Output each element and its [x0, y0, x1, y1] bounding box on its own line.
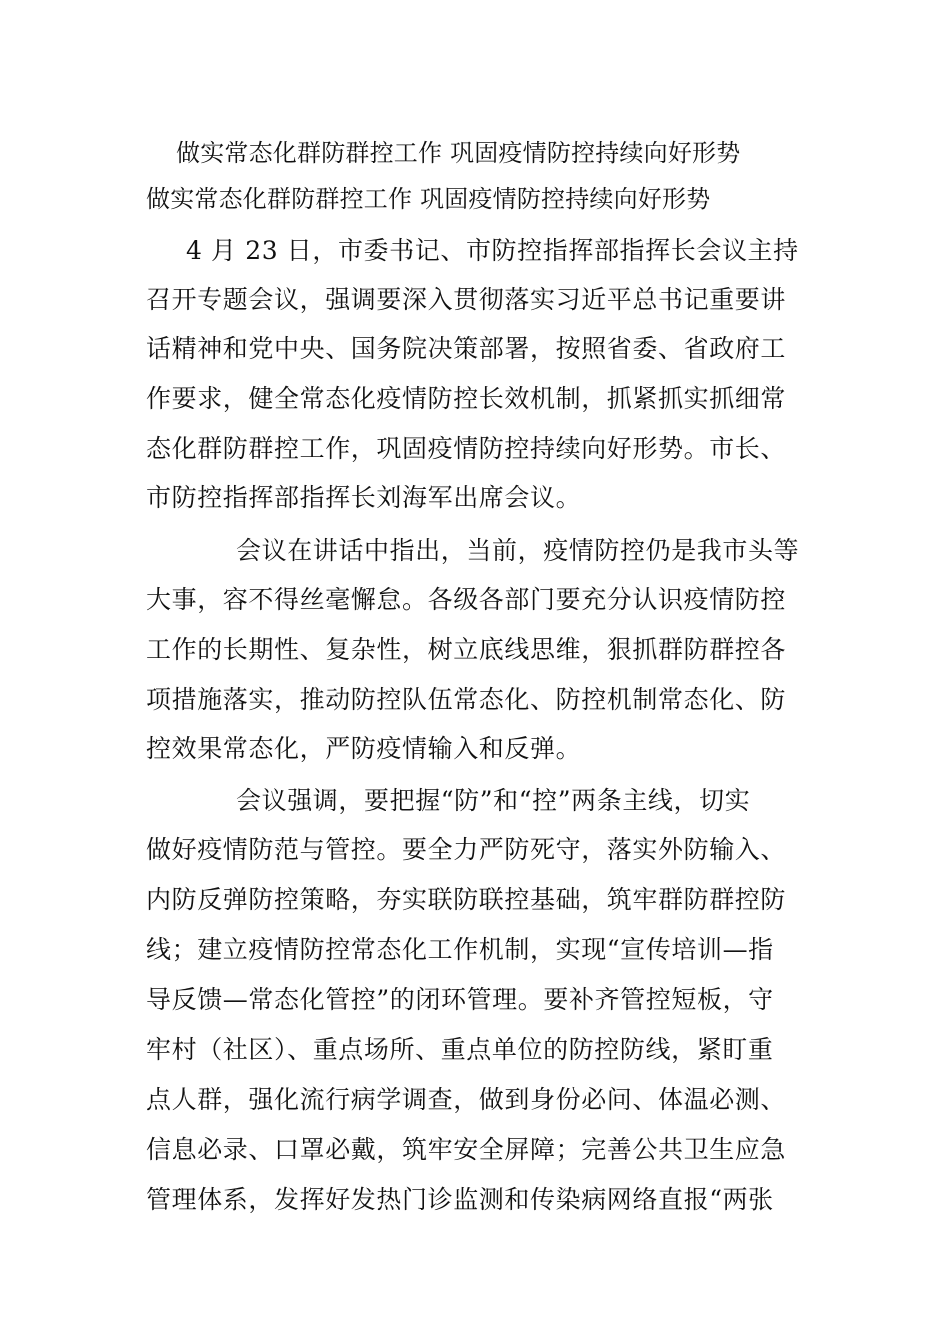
paragraph-line: 做好疫情防范与管控。要全力严防死守，落实外防输入、 — [146, 835, 787, 864]
paragraph-line: 4 月 23 日，市委书记、市防控指挥部指挥长会议主持 — [186, 236, 799, 265]
paragraph-line: 项措施落实，推动防控队伍常态化、防控机制常态化、防 — [146, 685, 787, 714]
paragraph-line: 话精神和党中央、国务院决策部署，按照省委、省政府工 — [146, 334, 787, 363]
paragraph-line: 控效果常态化，严防疫情输入和反弹。 — [146, 734, 582, 763]
paragraph-line: 信息必录、口罩必戴，筑牢安全屏障；完善公共卫生应急 — [146, 1135, 787, 1164]
paragraph-line: 工作的长期性、复杂性，树立底线思维，狠抓群防群控各 — [146, 635, 787, 664]
paragraph-line: 牢村（社区）、重点场所、重点单位的防控防线，紧盯重 — [146, 1035, 774, 1064]
document-title-line-2: 做实常态化群防群控工作 巩固疫情防控持续向好形势 — [146, 185, 711, 213]
paragraph-line: 线；建立疫情防控常态化工作机制，实现“宣传培训—指 — [146, 935, 774, 964]
paragraph-line: 大事，容不得丝毫懈怠。各级各部门要充分认识疫情防控 — [146, 585, 787, 614]
paragraph-line: 管理体系，发挥好发热门诊监测和传染病网络直报“两张 — [146, 1185, 774, 1214]
paragraph-line: 召开专题会议，强调要深入贯彻落实习近平总书记重要讲 — [146, 285, 787, 314]
paragraph-line: 市防控指挥部指挥长刘海军出席会议。 — [146, 483, 582, 512]
paragraph-line: 内防反弹防控策略，夯实联防联控基础，筑牢群防群控防 — [146, 885, 787, 914]
paragraph-line: 会议在讲话中指出，当前，疫情防控仍是我市头等 — [236, 536, 800, 565]
paragraph-line: 作要求，健全常态化疫情防控长效机制，抓紧抓实抓细常 — [146, 384, 787, 413]
paragraph-line: 态化群防群控工作，巩固疫情防控持续向好形势。市长、 — [146, 434, 787, 463]
paragraph-line: 点人群，强化流行病学调查，做到身份必问、体温必测、 — [146, 1085, 787, 1114]
document-title-line-1: 做实常态化群防群控工作 巩固疫情防控持续向好形势 — [176, 139, 741, 167]
paragraph-line: 会议强调，要把握“防”和“控”两条主线，切实 — [236, 786, 751, 815]
paragraph-line: 导反馈—常态化管控”的闭环管理。要补齐管控短板，守 — [146, 985, 774, 1014]
